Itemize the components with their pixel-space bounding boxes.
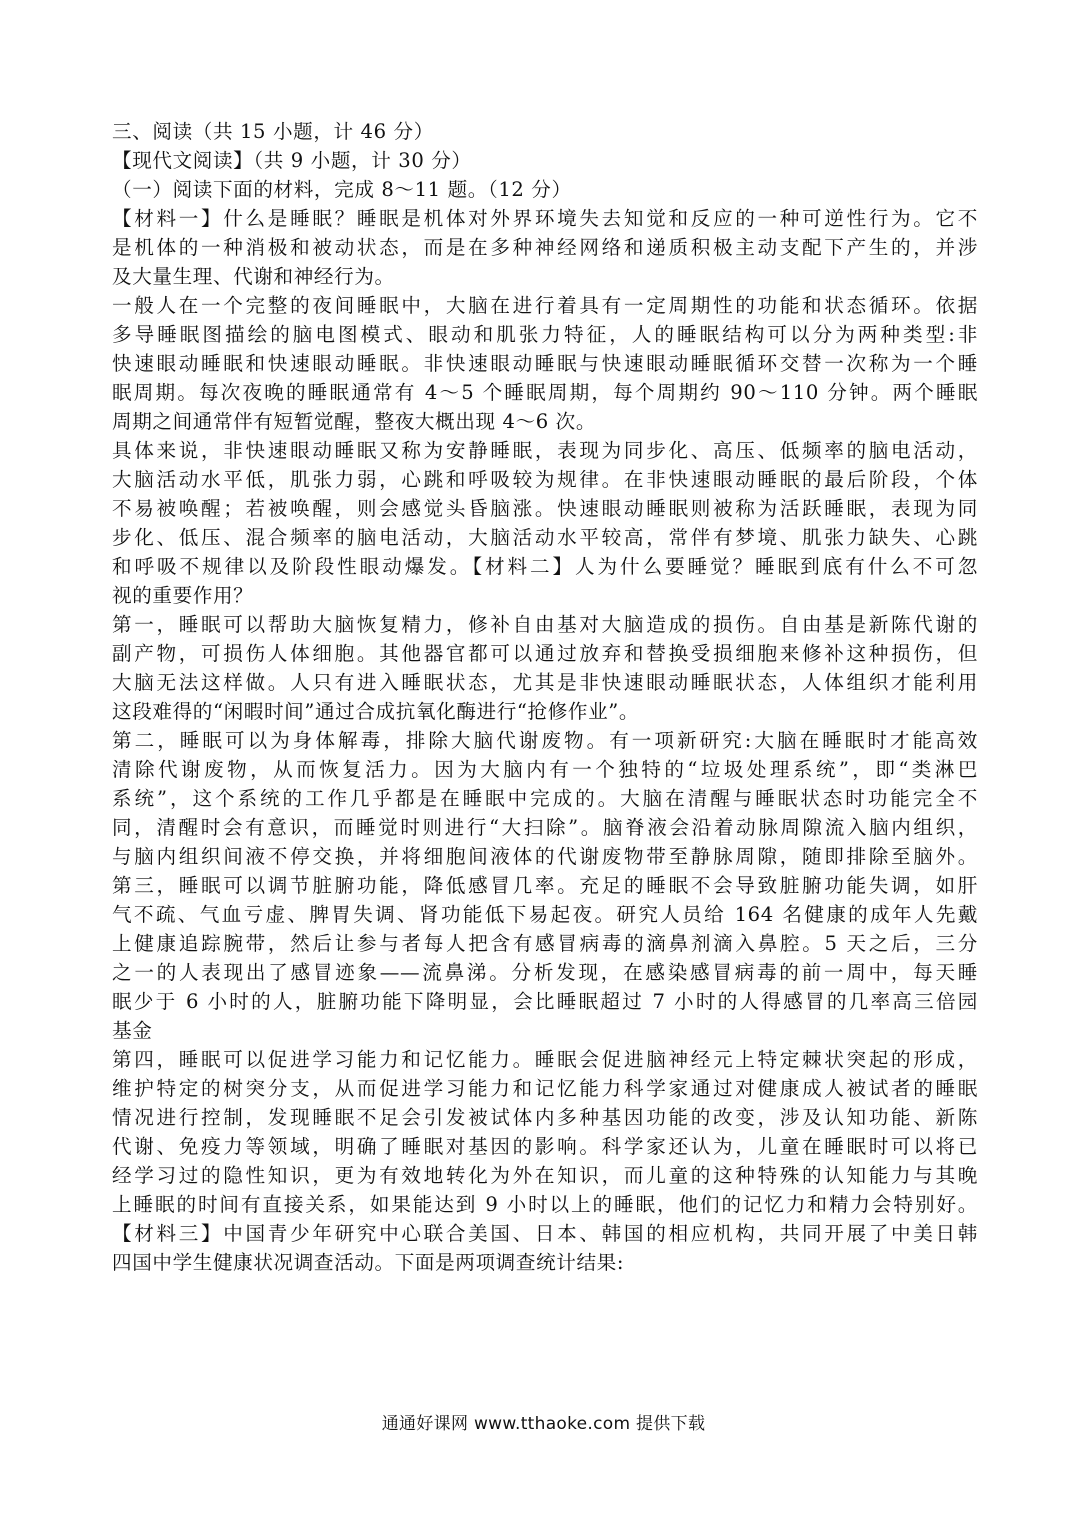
text-line: 多导睡眠图描绘的脑电图模式、眼动和肌张力特征，人的睡眠结构可以分为两种类型:非 <box>112 323 978 346</box>
text-line: 大脑无法这样做。人只有进入睡眠状态，尤其是非快速眼动睡眠状态，人体组织才能利用 <box>112 671 978 694</box>
text-line: 眠周期。每次夜晚的睡眠通常有 4～5 个睡眠周期，每个周期约 90～110 分钟。两个睡眠 <box>112 381 978 404</box>
text-line: 和呼吸不规律以及阶段性眼动爆发。【材料二】人为什么要睡觉？睡眠到底有什么不可忽 <box>112 555 978 578</box>
text-line: 四国中学生健康状况调查活动。下面是两项调查统计结果: <box>112 1251 625 1274</box>
text-line: 是机体的一种消极和被动状态，而是在多种神经网络和递质积极主动支配下产生的，并涉 <box>112 236 978 259</box>
text-line: 第四，睡眠可以促进学习能力和记忆能力。睡眠会促进脑神经元上特定棘状突起的形成， <box>112 1048 978 1071</box>
text-line: 大脑活动水平低，肌张力弱，心跳和呼吸较为规律。在非快速眼动睡眠的最后阶段，个体 <box>112 468 978 491</box>
text-line: 具体来说，非快速眼动睡眠又称为安静睡眠，表现为同步化、高压、低频率的脑电活动， <box>112 439 978 462</box>
text-line: 【材料一】什么是睡眠？睡眠是机体对外界环境失去知觉和反应的一种可逆性行为。它不 <box>112 207 978 230</box>
text-line: 同，清醒时会有意识，而睡觉时则进行“大扫除”。脑脊液会沿着动脉周隙流入脑内组织， <box>112 816 978 839</box>
document-body <box>112 117 978 1277</box>
text-line: 这段难得的“闲暇时间”通过合成抗氧化酶进行“抢修作业”。 <box>112 700 640 723</box>
text-line: 第二，睡眠可以为身体解毒，排除大脑代谢废物。有一项新研究:大脑在睡眠时才能高效 <box>112 729 978 752</box>
text-line: 基金 <box>112 1019 153 1042</box>
text-line: 不易被唤醒；若被唤醒，则会感觉头昏脑涨。快速眼动睡眠则被称为活跃睡眠，表现为同 <box>112 497 978 520</box>
text-line: 一般人在一个完整的夜间睡眠中，大脑在进行着具有一定周期性的功能和状态循环。依据 <box>112 294 978 317</box>
text-line: 副产物，可损伤人体细胞。其他器官都可以通过放弃和替换受损细胞来修补这种损伤，但 <box>112 642 978 665</box>
section-heading: 三、阅读（共 15 小题，计 46 分） <box>112 120 434 143</box>
page-footer: 通通好课网 www.tthaoke.com 提供下载 <box>381 1414 706 1434</box>
text-line: 上睡眠的时间有直接关系，如果能达到 9 小时以上的睡眠，他们的记忆力和精力会特别好。 <box>112 1193 978 1216</box>
text-line: 与脑内组织间液不停交换，并将细胞间液体的代谢废物带至静脉周隙，随即排除至脑外。 <box>112 845 978 868</box>
text-line: 快速眼动睡眠和快速眼动睡眠。非快速眼动睡眠与快速眼动睡眠循环交替一次称为一个睡 <box>112 352 978 375</box>
text-line: 气不疏、气血亏虚、脾胃失调、肾功能低下易起夜。研究人员给 164 名健康的成年人先戴 <box>112 903 978 926</box>
text-line: 步化、低压、混合频率的脑电活动，大脑活动水平较高，常伴有梦境、肌张力缺失、心跳 <box>112 526 978 549</box>
text-line: 之一的人表现出了感冒迹象——流鼻涕。分析发现，在感染感冒病毒的前一周中，每天睡 <box>112 961 978 984</box>
text-line: 经学习过的隐性知识，更为有效地转化为外在知识，而儿童的这种特殊的认知能力与其晚 <box>112 1164 978 1187</box>
text-line: 维护特定的树突分支，从而促进学习能力和记忆能力科学家通过对健康成人被试者的睡眠 <box>112 1077 978 1100</box>
text-line: 情况进行控制，发现睡眠不足会引发被试体内多种基因功能的改变，涉及认知功能、新陈 <box>112 1106 978 1129</box>
subsection-heading: 【现代文阅读】（共 9 小题，计 30 分） <box>112 149 472 172</box>
text-line: 【材料三】中国青少年研究中心联合美国、日本、韩国的相应机构，共同开展了中美日韩 <box>112 1222 978 1245</box>
text-line: 上健康追踪腕带，然后让参与者每人把含有感冒病毒的滴鼻剂滴入鼻腔。5 天之后，三分 <box>112 932 978 955</box>
text-line: 系统”，这个系统的工作几乎都是在睡眠中完成的。大脑在清醒与睡眠状态时功能完全不 <box>112 787 978 810</box>
text-line: 眠少于 6 小时的人，脏腑功能下降明显，会比睡眠超过 7 小时的人得感冒的几率高三倍园 <box>112 990 978 1013</box>
text-line: 及大量生理、代谢和神经行为。 <box>112 265 395 288</box>
text-line: 视的重要作用？ <box>112 584 254 607</box>
text-line: 清除代谢废物，从而恢复活力。因为大脑内有一个独特的“垃圾处理系统”，即“类淋巴 <box>112 758 978 781</box>
question-instruction: （一）阅读下面的材料，完成 8～11 题。（12 分） <box>112 178 572 201</box>
text-line: 代谢、免疫力等领域，明确了睡眠对基因的影响。科学家还认为，儿童在睡眠时可以将已 <box>112 1135 978 1158</box>
text-line: 第三，睡眠可以调节脏腑功能，降低感冒几率。充足的睡眠不会导致脏腑功能失调，如肝 <box>112 874 978 897</box>
text-line: 第一，睡眠可以帮助大脑恢复精力，修补自由基对大脑造成的损伤。自由基是新陈代谢的 <box>112 613 978 636</box>
text-line: 周期之间通常伴有短暂觉醒，整夜大概出现 4～6 次。 <box>112 410 597 433</box>
